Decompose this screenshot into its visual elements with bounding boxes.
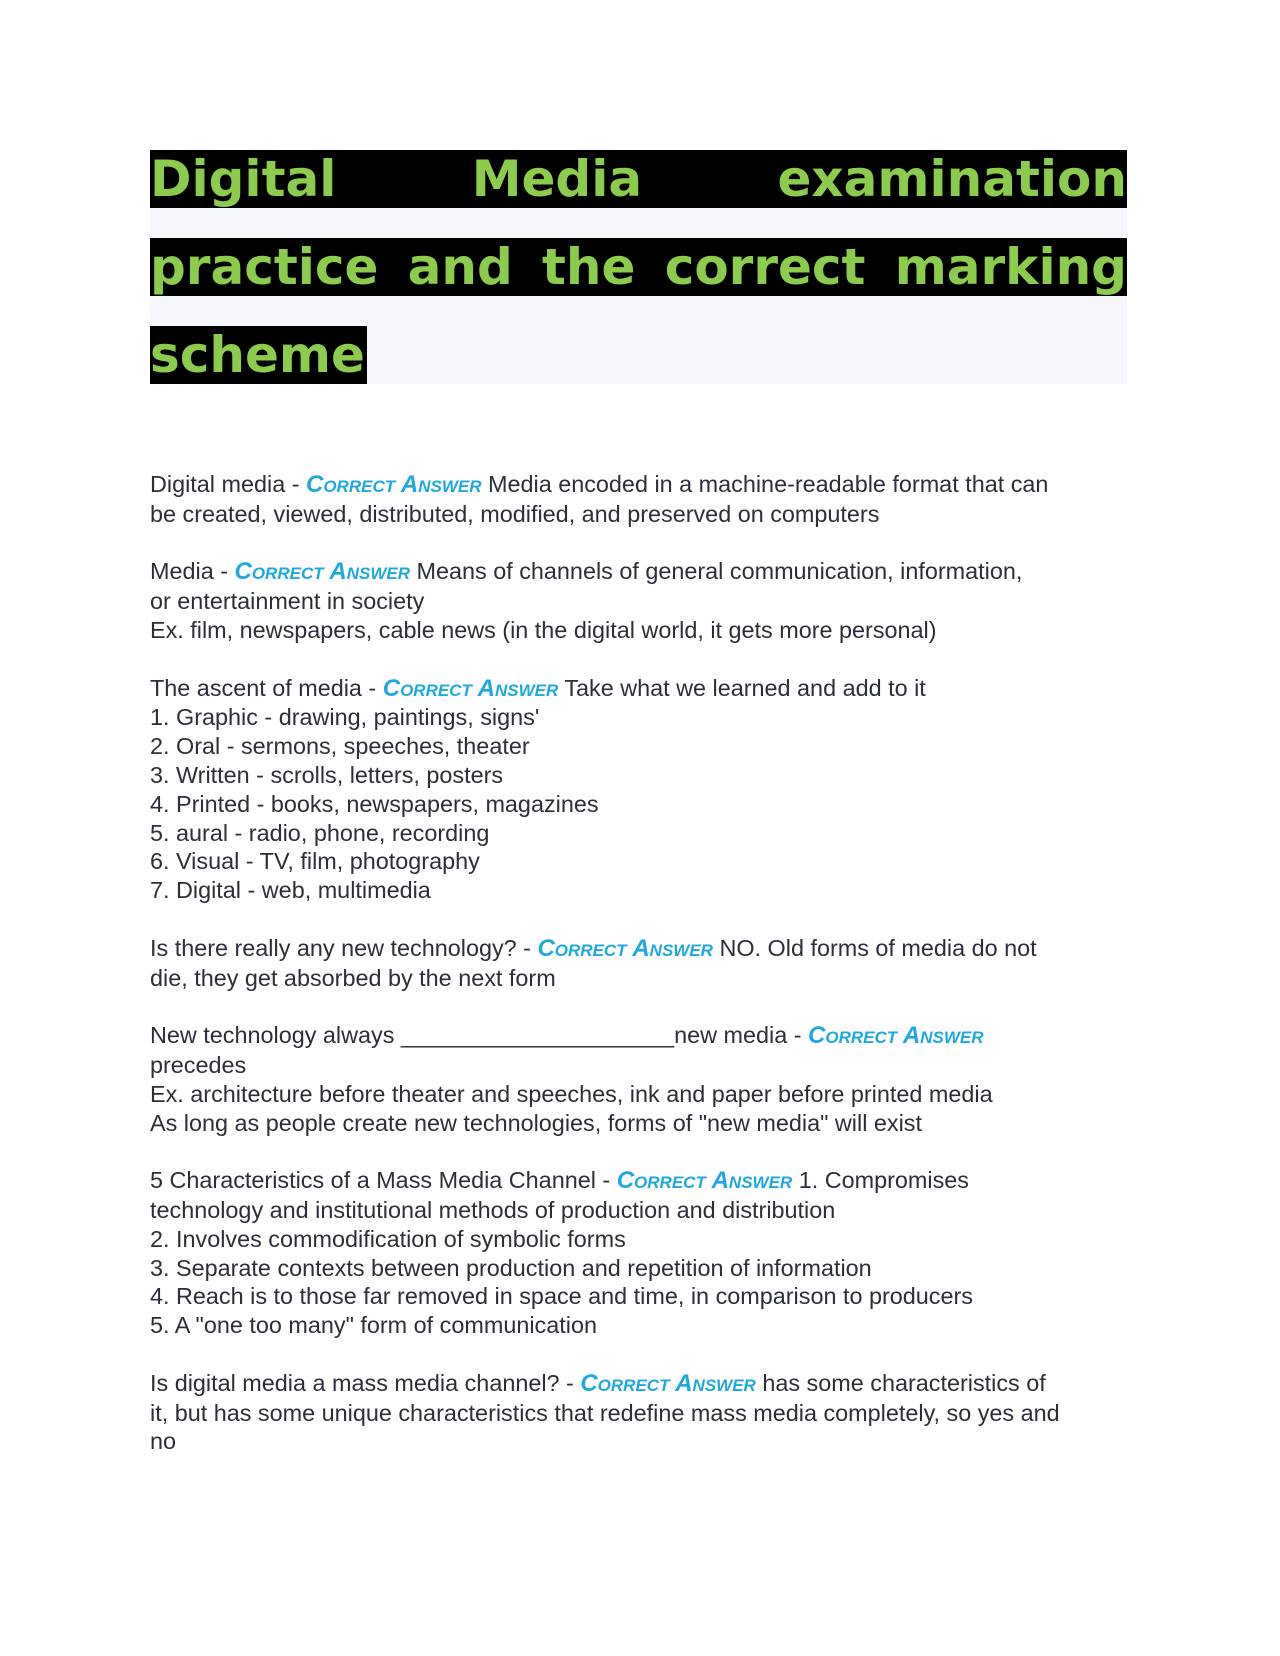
correct-answer-label: Correct Answer — [616, 1167, 793, 1195]
question-line — [150, 1166, 1135, 1196]
answer-line — [150, 1080, 1135, 1109]
answer-text: 1. Compromises — [798, 1167, 969, 1194]
answer-text: technology and institutional methods of production and distribution — [150, 1196, 836, 1223]
correct-answer-label: Correct Answer — [580, 1369, 756, 1397]
title-word: practice — [150, 238, 379, 296]
answer-text: 5. A "one too many" form of communication — [150, 1312, 597, 1339]
answer-line — [150, 1254, 1135, 1283]
title-word: Digital — [150, 150, 337, 208]
question-text: 5 Characteristics of a Mass Media Channel - — [150, 1167, 611, 1194]
title-line-2 — [150, 238, 1127, 296]
answer-text: or entertainment in society — [150, 588, 425, 615]
answer-line — [150, 1311, 1135, 1340]
qa-entry — [150, 934, 1135, 993]
answer-text: no — [150, 1428, 177, 1455]
answer-line — [150, 876, 1135, 905]
answer-text: Ex. film, newspapers, cable news (in the digital world, it gets more personal) — [150, 616, 937, 643]
correct-answer-label: Correct Answer — [234, 558, 410, 586]
answer-text: 1. Graphic - drawing, paintings, signs' — [150, 704, 540, 731]
question-line — [150, 674, 1135, 704]
answer-line — [150, 1051, 1135, 1080]
answer-text: As long as people create new technologies, forms of "new media" will exist — [150, 1109, 922, 1136]
answer-text: 7. Digital - web, multimedia — [150, 877, 431, 904]
answer-line — [150, 616, 1135, 645]
answer-text: Means of channels of general communication, information, — [416, 558, 1023, 585]
answer-line — [150, 819, 1135, 848]
correct-answer-label: Correct Answer — [537, 934, 713, 962]
answer-line — [150, 1225, 1135, 1254]
qa-entry — [150, 1369, 1135, 1456]
answer-text: NO. Old forms of media do not — [719, 934, 1037, 961]
answer-text: 6. Visual - TV, film, photography — [150, 848, 480, 875]
answer-line — [150, 790, 1135, 819]
qa-entry — [150, 674, 1135, 905]
title-line-3 — [150, 326, 1127, 384]
title-word: marking — [894, 238, 1127, 296]
answer-line — [150, 1282, 1135, 1311]
answer-text: Ex. architecture before theater and speeches, ink and paper before printed media — [150, 1080, 993, 1107]
answer-text: 2. Oral - sermons, speeches, theater — [150, 733, 530, 760]
question-text: New technology always _____________________new media - — [150, 1022, 802, 1049]
answer-line — [150, 761, 1135, 790]
question-text: Digital media - — [150, 471, 300, 497]
answer-text: 4. Printed - books, newspapers, magazines — [150, 790, 599, 817]
correct-answer-label: Correct Answer — [808, 1022, 984, 1050]
answer-text: 3. Separate contexts between production and repetition of information — [150, 1254, 872, 1281]
answer-text: be created, viewed, distributed, modified, and preserved on computers — [150, 500, 880, 527]
question-line — [150, 1021, 1135, 1051]
answer-text: 2. Involves commodification of symbolic forms — [150, 1225, 626, 1252]
question-line — [150, 470, 1135, 500]
title-word: and — [407, 238, 513, 296]
question-text: Media - — [150, 558, 228, 585]
answer-text: has some characteristics of — [762, 1369, 1046, 1396]
document-title — [150, 150, 1127, 384]
title-word: the — [542, 238, 636, 296]
answer-line — [150, 1109, 1135, 1138]
correct-answer-label: Correct Answer — [306, 471, 482, 498]
title-word: scheme — [150, 326, 365, 384]
title-word: examination — [777, 150, 1127, 208]
answer-text: it, but has some unique characteristics that redefine mass media completely, so yes and — [150, 1399, 1060, 1426]
question-line — [150, 934, 1135, 964]
answer-text: 5. aural - radio, phone, recording — [150, 819, 490, 846]
answer-line — [150, 732, 1135, 761]
question-text: Is there really any new technology? - — [150, 934, 531, 961]
answer-line — [150, 1427, 1135, 1456]
answer-line — [150, 847, 1135, 876]
answer-text: precedes — [150, 1051, 247, 1078]
title-line-1 — [150, 150, 1127, 208]
title-word: correct — [664, 238, 866, 296]
answer-line — [150, 703, 1135, 732]
answer-line — [150, 1196, 1135, 1225]
correct-answer-label: Correct Answer — [382, 674, 559, 702]
answer-text: Take what we learned and add to it — [564, 674, 926, 701]
answer-line — [150, 1399, 1135, 1428]
qa-entry — [150, 1166, 1135, 1340]
qa-list — [150, 470, 1135, 1485]
answer-text: 4. Reach is to those far removed in space and time, in comparison to producers — [150, 1283, 973, 1310]
qa-entry — [150, 1021, 1135, 1137]
qa-entry — [150, 470, 1135, 529]
answer-line — [150, 964, 1135, 993]
question-text: The ascent of media - — [150, 674, 377, 701]
question-line — [150, 557, 1135, 587]
answer-text: Media encoded in a machine-readable format that can — [488, 471, 1049, 497]
qa-entry — [150, 557, 1135, 644]
question-text: Is digital media a mass media channel? - — [150, 1369, 574, 1396]
title-word: Media — [471, 150, 643, 208]
answer-line — [150, 587, 1135, 616]
answer-line — [150, 500, 1135, 529]
question-line — [150, 1369, 1135, 1399]
answer-text: 3. Written - scrolls, letters, posters — [150, 761, 504, 788]
answer-text: die, they get absorbed by the next form — [150, 964, 556, 991]
